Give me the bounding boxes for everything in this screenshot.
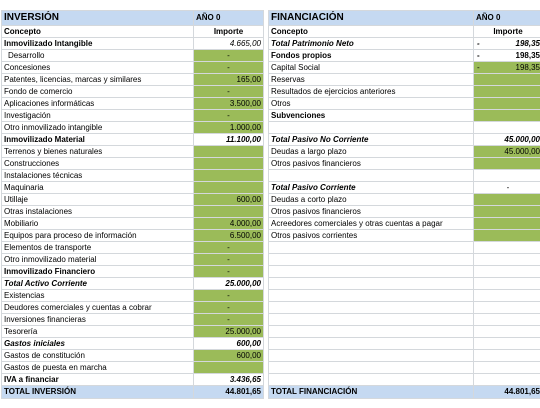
inversion-cell-amount[interactable]: 1.000,00: [194, 122, 264, 134]
financiacion-cell-concept[interactable]: Deudas a largo plazo: [269, 146, 474, 158]
inversion-cell-concept[interactable]: Fondo de comercio: [2, 86, 194, 98]
inversion-cell-concept[interactable]: Concesiones: [2, 62, 194, 74]
inversion-row: [2, 350, 264, 362]
inversion-cell-amount[interactable]: -: [194, 86, 264, 98]
inversion-cell-concept[interactable]: Inmovilizado Financiero: [2, 266, 194, 278]
inversion-total-row: [2, 386, 264, 399]
inversion-total-label[interactable]: TOTAL INVERSIÓN: [2, 386, 194, 399]
financiacion-cell-concept[interactable]: [269, 314, 474, 326]
inversion-cell-amount[interactable]: 165,00: [194, 74, 264, 86]
financiacion-dash-marker: -: [477, 51, 480, 60]
inversion-cell-amount[interactable]: 25.000,00: [194, 278, 264, 290]
inversion-cell-amount[interactable]: -: [194, 62, 264, 74]
financiacion-row: [269, 74, 540, 86]
financiacion-cell-amount[interactable]: 45.000,00: [474, 134, 540, 146]
financiacion-cell-concept[interactable]: [269, 290, 474, 302]
financiacion-cell-amount[interactable]: -: [474, 182, 540, 194]
financiacion-row: [269, 194, 540, 206]
financiacion-row: [269, 206, 540, 218]
financiacion-cell-concept[interactable]: [269, 242, 474, 254]
financiacion-cell-amount[interactable]: [474, 374, 540, 386]
financiacion-row: [269, 374, 540, 386]
financiacion-row: [269, 38, 540, 50]
inversion-title[interactable]: INVERSIÓN: [2, 11, 194, 26]
financiacion-cell-amount[interactable]: [474, 302, 540, 314]
financiacion-cell-amount[interactable]: [474, 338, 540, 350]
inversion-cell-amount[interactable]: [194, 362, 264, 374]
financiacion-row: [269, 98, 540, 110]
financiacion-amount-value: 198,35: [515, 39, 540, 48]
financiacion-cell-concept[interactable]: [269, 338, 474, 350]
financiacion-cell-amount[interactable]: [474, 314, 540, 326]
inversion-cell-concept[interactable]: Maquinaria: [2, 182, 194, 194]
financiacion-total-value[interactable]: 44.801,65: [474, 386, 540, 399]
inversion-cell-amount[interactable]: 25.000,00: [194, 326, 264, 338]
financiacion-cell-concept[interactable]: [269, 278, 474, 290]
inversion-row: [2, 170, 264, 182]
financiacion-table: [268, 10, 540, 399]
financiacion-row: [269, 62, 540, 74]
financiacion-cell-amount[interactable]: [474, 230, 540, 242]
financiacion-row: [269, 362, 540, 374]
inversion-cell-concept[interactable]: Desarrollo: [2, 50, 194, 62]
inversion-row: [2, 230, 264, 242]
financiacion-cell-concept[interactable]: Subvenciones: [269, 110, 474, 122]
inversion-row: [2, 134, 264, 146]
inversion-row: [2, 86, 264, 98]
inversion-cell-amount[interactable]: -: [194, 254, 264, 266]
inversion-cell-concept[interactable]: Existencias: [2, 290, 194, 302]
inversion-cell-amount[interactable]: -: [194, 266, 264, 278]
inversion-row: [2, 38, 264, 50]
inversion-col-concept[interactable]: Concepto: [2, 26, 194, 38]
financiacion-cell-amount[interactable]: [474, 86, 540, 98]
financiacion-row: [269, 254, 540, 266]
financiacion-row: [269, 326, 540, 338]
financiacion-cell-concept[interactable]: Otros pasivos corrientes: [269, 230, 474, 242]
inversion-cell-concept[interactable]: Total Activo Corriente: [2, 278, 194, 290]
financiacion-row: [269, 86, 540, 98]
inversion-row: [2, 290, 264, 302]
inversion-row: [2, 254, 264, 266]
inversion-row: [2, 242, 264, 254]
financiacion-cell-amount[interactable]: [474, 218, 540, 230]
financiacion-cell-amount[interactable]: [474, 278, 540, 290]
financiacion-cell-concept[interactable]: [269, 302, 474, 314]
inversion-cell-concept[interactable]: Inversiones financieras: [2, 314, 194, 326]
financiacion-cell-concept[interactable]: Total Pasivo No Corriente: [269, 134, 474, 146]
financiacion-cell-concept[interactable]: Acreedores comerciales y otras cuentas a pagar: [269, 218, 474, 230]
financiacion-cell-concept[interactable]: Capital Social: [269, 62, 474, 74]
financiacion-cell-amount[interactable]: [474, 74, 540, 86]
financiacion-col-amount[interactable]: Importe: [474, 26, 540, 38]
financiacion-cell-amount[interactable]: [474, 98, 540, 110]
financiacion-row: [269, 266, 540, 278]
financiacion-cell-amount[interactable]: [474, 122, 540, 134]
inversion-header-row: [2, 11, 264, 26]
inversion-cell-concept[interactable]: Inmovilizado Material: [2, 134, 194, 146]
inversion-cell-amount[interactable]: -: [194, 50, 264, 62]
financiacion-cell-concept[interactable]: Total Pasivo Corriente: [269, 182, 474, 194]
financiacion-cell-concept[interactable]: Otros pasivos financieros: [269, 158, 474, 170]
inversion-cell-concept[interactable]: Deudores comerciales y cuentas a cobrar: [2, 302, 194, 314]
financiacion-row: [269, 218, 540, 230]
inversion-cell-concept[interactable]: Otras instalaciones: [2, 206, 194, 218]
financiacion-row: [269, 278, 540, 290]
financiacion-cell-amount[interactable]: [474, 242, 540, 254]
inversion-cell-amount[interactable]: 3.436,65: [194, 374, 264, 386]
inversion-row: [2, 146, 264, 158]
financiacion-total-row: [269, 386, 540, 399]
inversion-row: [2, 266, 264, 278]
inversion-cell-amount[interactable]: 4.665,00: [194, 38, 264, 50]
financiacion-cell-concept[interactable]: Resultados de ejercicios anteriores: [269, 86, 474, 98]
inversion-cell-concept[interactable]: Construcciones: [2, 158, 194, 170]
inversion-cell-amount[interactable]: [194, 158, 264, 170]
inversion-cell-concept[interactable]: Aplicaciones informáticas: [2, 98, 194, 110]
financiacion-amount-value: 198,35: [515, 63, 540, 72]
financiacion-cell-amount[interactable]: [474, 206, 540, 218]
inversion-cell-amount[interactable]: 6.500,00: [194, 230, 264, 242]
financiacion-title[interactable]: FINANCIACIÓN: [269, 11, 474, 26]
inversion-row: [2, 326, 264, 338]
financiacion-cell-amount[interactable]: [474, 254, 540, 266]
inversion-year[interactable]: AÑO 0: [194, 11, 264, 26]
financiacion-cell-concept[interactable]: [269, 254, 474, 266]
inversion-cell-concept[interactable]: Gastos iniciales: [2, 338, 194, 350]
inversion-row: [2, 362, 264, 374]
inversion-row: [2, 206, 264, 218]
financiacion-cell-concept[interactable]: [269, 326, 474, 338]
financiacion-cell-amount[interactable]: [474, 326, 540, 338]
financiacion-cell-concept[interactable]: [269, 170, 474, 182]
financiacion-cell-concept[interactable]: Total Patrimonio Neto: [269, 38, 474, 50]
financiacion-cell-concept[interactable]: [269, 374, 474, 386]
inversion-cell-amount[interactable]: -: [194, 290, 264, 302]
financiacion-cell-amount[interactable]: [474, 50, 540, 62]
inversion-cell-amount[interactable]: 4.000,00: [194, 218, 264, 230]
inversion-cell-amount[interactable]: 11.100,00: [194, 134, 264, 146]
inversion-cell-concept[interactable]: Inmovilizado Intangible: [2, 38, 194, 50]
financiacion-cell-concept[interactable]: Reservas: [269, 74, 474, 86]
financiacion-cell-concept[interactable]: Fondos propios: [269, 50, 474, 62]
inversion-cell-amount[interactable]: [194, 146, 264, 158]
financiacion-cell-concept[interactable]: [269, 350, 474, 362]
financiacion-cell-amount[interactable]: [474, 158, 540, 170]
financiacion-row: [269, 182, 540, 194]
inversion-col-amount[interactable]: Importe: [194, 26, 264, 38]
financiacion-dash-marker: -: [477, 63, 480, 72]
inversion-row: [2, 98, 264, 110]
inversion-row: [2, 62, 264, 74]
inversion-cell-amount[interactable]: 600,00: [194, 338, 264, 350]
inversion-row: [2, 158, 264, 170]
inversion-cell-amount[interactable]: -: [194, 302, 264, 314]
financiacion-row: [269, 170, 540, 182]
financiacion-row: [269, 350, 540, 362]
financiacion-header-row: [269, 11, 540, 26]
inversion-row: [2, 314, 264, 326]
inversion-cell-amount[interactable]: 3.500,00: [194, 98, 264, 110]
inversion-cell-amount[interactable]: -: [194, 242, 264, 254]
financiacion-row: [269, 302, 540, 314]
inversion-cell-concept[interactable]: Mobiliario: [2, 218, 194, 230]
financiacion-row: [269, 338, 540, 350]
financiacion-row: [269, 230, 540, 242]
financiacion-col-concept[interactable]: Concepto: [269, 26, 474, 38]
inversion-row: [2, 278, 264, 290]
inversion-row: [2, 374, 264, 386]
financiacion-year[interactable]: AÑO 0: [474, 11, 540, 26]
financiacion-row: [269, 134, 540, 146]
inversion-cell-concept[interactable]: Otro inmovilizado intangible: [2, 122, 194, 134]
financiacion-cell-amount[interactable]: [474, 194, 540, 206]
financiacion-column-header-row: [269, 26, 540, 38]
financiacion-amount-value: 198,35: [515, 51, 540, 60]
financiacion-cell-amount[interactable]: [474, 362, 540, 374]
financiacion-row: [269, 314, 540, 326]
inversion-row: [2, 122, 264, 134]
inversion-cell-amount[interactable]: [194, 206, 264, 218]
financiacion-row: [269, 50, 540, 62]
inversion-cell-concept[interactable]: IVA a financiar: [2, 374, 194, 386]
inversion-row: [2, 110, 264, 122]
financiacion-cell-concept[interactable]: Deudas a corto plazo: [269, 194, 474, 206]
financiacion-row: [269, 110, 540, 122]
financiacion-cell-amount[interactable]: [474, 170, 540, 182]
financiacion-row: [269, 158, 540, 170]
inversion-cell-concept[interactable]: Utillaje: [2, 194, 194, 206]
inversion-cell-amount[interactable]: [194, 182, 264, 194]
financiacion-cell-amount[interactable]: [474, 350, 540, 362]
financiacion-row: [269, 290, 540, 302]
inversion-total-value[interactable]: 44.801,65: [194, 386, 264, 399]
inversion-cell-concept[interactable]: Equipos para proceso de información: [2, 230, 194, 242]
financiacion-cell-concept[interactable]: Otros: [269, 98, 474, 110]
inversion-cell-concept[interactable]: Gastos de puesta en marcha: [2, 362, 194, 374]
inversion-row: [2, 218, 264, 230]
inversion-row: [2, 74, 264, 86]
inversion-cell-concept[interactable]: Instalaciones técnicas: [2, 170, 194, 182]
financiacion-row: [269, 242, 540, 254]
inversion-row: [2, 50, 264, 62]
financiacion-cell-concept[interactable]: [269, 266, 474, 278]
financiacion-cell-concept[interactable]: [269, 122, 474, 134]
inversion-column-header-row: [2, 26, 264, 38]
inversion-cell-amount[interactable]: 600,00: [194, 350, 264, 362]
inversion-cell-concept[interactable]: Terrenos y bienes naturales: [2, 146, 194, 158]
inversion-cell-amount[interactable]: [194, 170, 264, 182]
financiacion-cell-amount[interactable]: 45.000,00: [474, 146, 540, 158]
inversion-cell-concept[interactable]: Investigación: [2, 110, 194, 122]
financiacion-row: [269, 146, 540, 158]
financiacion-total-label[interactable]: TOTAL FINANCIACIÓN: [269, 386, 474, 399]
inversion-cell-amount[interactable]: -: [194, 110, 264, 122]
inversion-table: [1, 10, 264, 399]
financiacion-dash-marker: -: [477, 39, 480, 48]
inversion-cell-concept[interactable]: Elementos de transporte: [2, 242, 194, 254]
financiacion-cell-amount[interactable]: [474, 290, 540, 302]
financiacion-cell-amount[interactable]: [474, 110, 540, 122]
financiacion-cell-concept[interactable]: Otros pasivos financieros: [269, 206, 474, 218]
inversion-cell-amount[interactable]: -: [194, 314, 264, 326]
financiacion-cell-amount[interactable]: [474, 266, 540, 278]
inversion-cell-concept[interactable]: Otro inmovilizado material: [2, 254, 194, 266]
financiacion-row: [269, 122, 540, 134]
inversion-row: [2, 302, 264, 314]
inversion-row: [2, 194, 264, 206]
inversion-row: [2, 182, 264, 194]
inversion-cell-concept[interactable]: Tesorería: [2, 326, 194, 338]
financiacion-cell-amount[interactable]: [474, 62, 540, 74]
inversion-row: [2, 338, 264, 350]
inversion-cell-concept[interactable]: Patentes, licencias, marcas y similares: [2, 74, 194, 86]
inversion-cell-amount[interactable]: 600,00: [194, 194, 264, 206]
inversion-cell-concept[interactable]: Gastos de constitución: [2, 350, 194, 362]
financiacion-cell-concept[interactable]: [269, 362, 474, 374]
financiacion-cell-amount[interactable]: [474, 38, 540, 50]
